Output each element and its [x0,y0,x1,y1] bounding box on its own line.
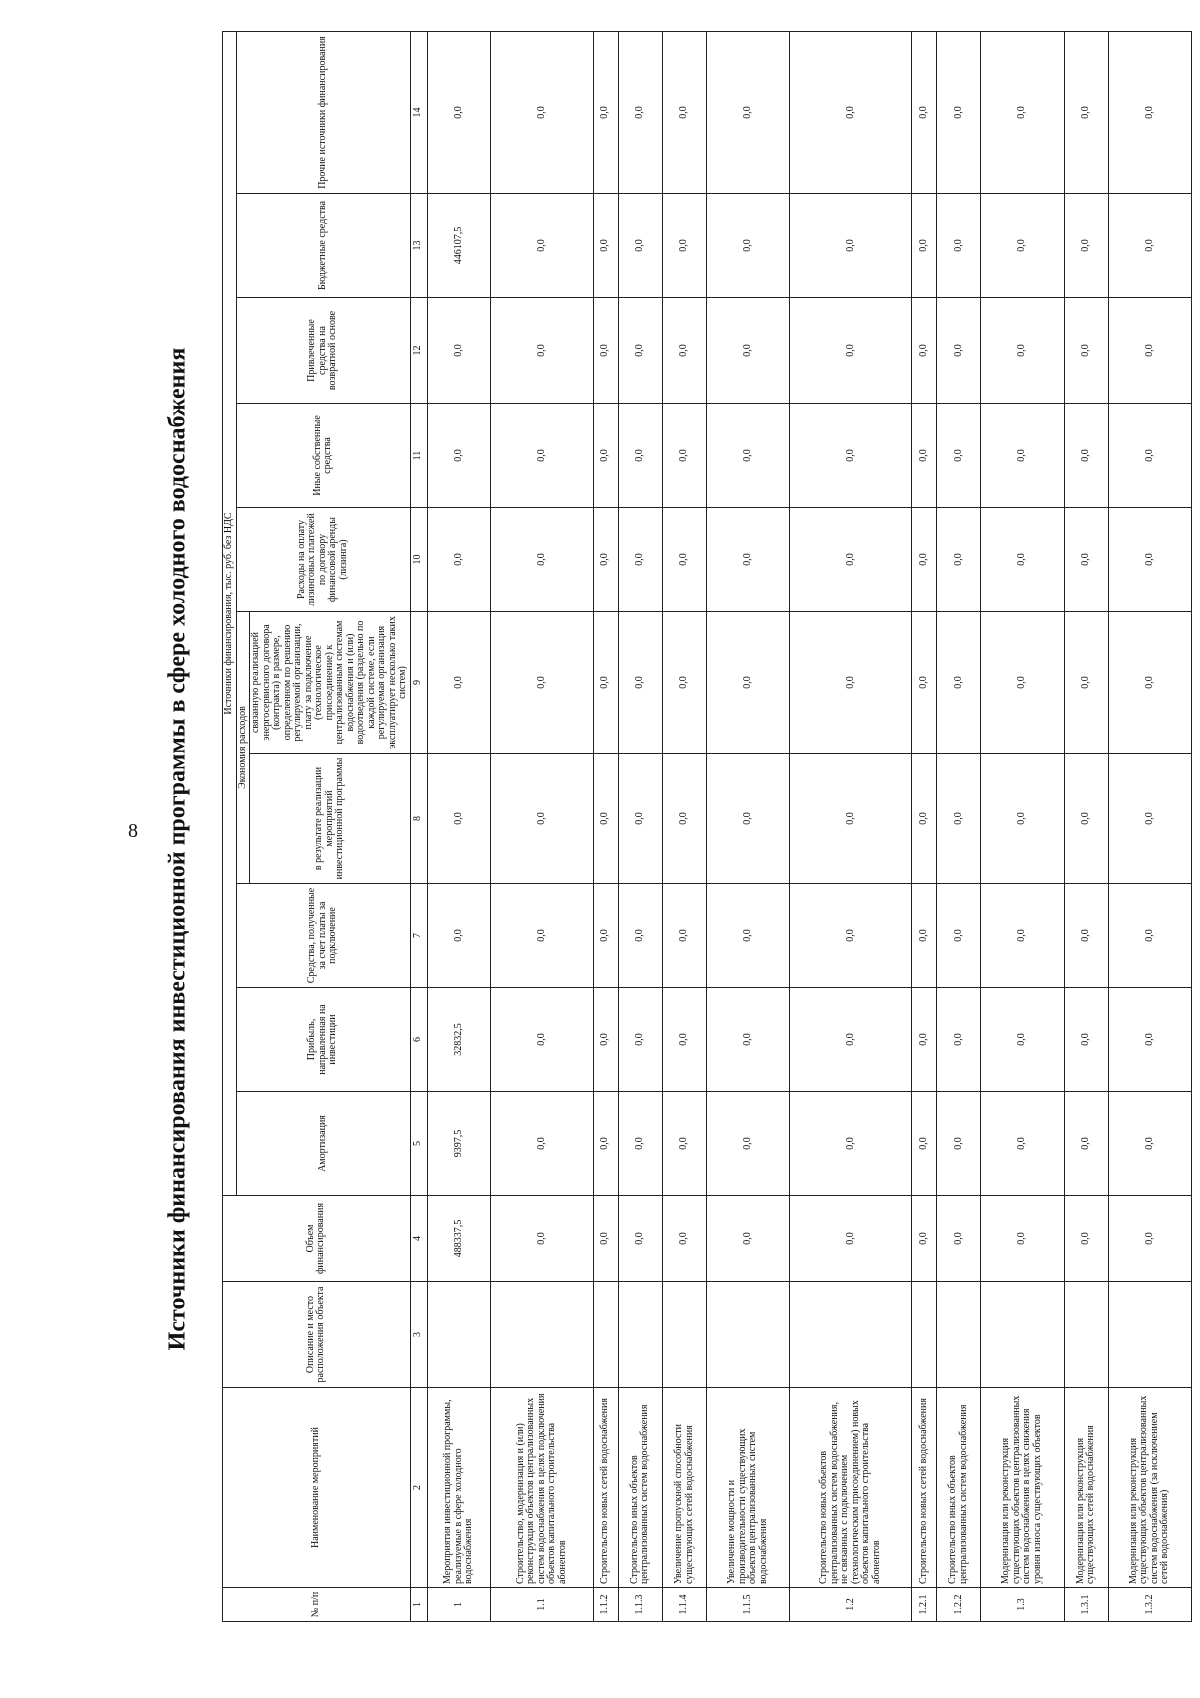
row-value: 0,0 [593,32,618,194]
row-value: 0,0 [707,194,790,298]
row-value: 0,0 [707,298,790,404]
column-number: 11 [410,404,427,508]
table-row [593,32,618,1622]
column-number: 6 [410,988,427,1092]
row-value: 0,0 [491,508,593,612]
row-number: 1.3.1 [1064,1588,1108,1622]
row-desc [1108,1282,1191,1388]
row-name: Строительство иных объектов централизованных систем водоснабжения [937,1388,981,1588]
row-value: 0,0 [491,754,593,884]
row-value: 0,0 [618,612,662,754]
row-value: 0,0 [790,988,912,1092]
row-value: 0,0 [1108,298,1191,404]
row-value: 0,0 [491,194,593,298]
row-name: Строительство новых сетей водоснабжения [593,1388,618,1588]
row-name: Мероприятия инвестиционной программы, реализуемые в сфере холодного водоснабжения [427,1388,491,1588]
row-name: Модернизация или реконструкция существующих объектов централизованных систем водоснабжения (за исключением сетей водоснабжения) [1108,1388,1191,1588]
row-value: 0,0 [427,884,491,988]
row-value: 0,0 [1108,612,1191,754]
row-value: 0,0 [981,884,1064,988]
row-value: 0,0 [491,404,593,508]
row-value: 0,0 [981,32,1064,194]
row-desc [912,1282,937,1388]
row-value: 0,0 [912,194,937,298]
row-value: 0,0 [707,754,790,884]
row-value: 0,0 [491,884,593,988]
row-value: 0,0 [618,754,662,884]
row-value: 0,0 [1064,884,1108,988]
row-value: 0,0 [1064,612,1108,754]
row-value: 0,0 [912,1196,937,1282]
row-value: 0,0 [662,754,706,884]
row-value: 0,0 [593,404,618,508]
row-value: 0,0 [937,884,981,988]
row-value: 0,0 [790,32,912,194]
row-number: 1 [427,1588,491,1622]
table-row [618,32,662,1622]
table-row [1108,32,1191,1622]
row-desc [981,1282,1064,1388]
row-value: 0,0 [491,988,593,1092]
row-value: 0,0 [981,194,1064,298]
header-budget: Бюджетные средства [236,194,410,298]
row-value: 0,0 [618,298,662,404]
header-lease: Расходы на оплату лизинговых платежей по договору финансовой аренды (лизинга) [236,508,410,612]
financing-table [222,31,1192,1622]
table-row [912,32,937,1622]
table-row [662,32,706,1622]
row-value: 0,0 [427,404,491,508]
header-volume: Объем финансирования [223,1196,411,1282]
row-value: 0,0 [427,298,491,404]
row-value: 0,0 [790,754,912,884]
column-number: 2 [410,1388,427,1588]
row-value: 0,0 [790,298,912,404]
column-number: 4 [410,1196,427,1282]
row-name: Строительство, модернизация и (или) реконструкция объектов централизованных систем водоснабжения в целях подключения объектов капитального строительства абонентов [491,1388,593,1588]
row-value: 0,0 [593,612,618,754]
row-value: 0,0 [427,508,491,612]
row-value: 0,0 [707,612,790,754]
table-row [427,32,491,1622]
row-value: 0,0 [662,1092,706,1196]
row-value: 0,0 [662,508,706,612]
row-value: 0,0 [662,298,706,404]
row-value: 0,0 [707,32,790,194]
row-value: 0,0 [790,404,912,508]
row-value: 0,0 [1064,32,1108,194]
row-value: 0,0 [593,754,618,884]
row-value: 0,0 [912,988,937,1092]
column-numbers-row [410,32,427,1622]
row-desc [491,1282,593,1388]
row-value: 0,0 [981,612,1064,754]
row-desc [1064,1282,1108,1388]
row-value: 0,0 [618,404,662,508]
row-number: 1.1 [491,1588,593,1622]
row-value: 0,0 [707,508,790,612]
row-value: 0,0 [618,884,662,988]
row-value: 488337,5 [427,1196,491,1282]
row-value: 0,0 [662,194,706,298]
row-value: 0,0 [981,508,1064,612]
row-value: 0,0 [981,988,1064,1092]
header-other-own: Иные собственные средства [236,404,410,508]
column-number: 8 [410,754,427,884]
column-number: 10 [410,508,427,612]
row-desc [427,1282,491,1388]
header-borrowed: Привлеченные средства на возвратной основе [236,298,410,404]
row-value: 0,0 [593,884,618,988]
row-value: 9397,5 [427,1092,491,1196]
row-value: 0,0 [790,1092,912,1196]
column-number: 9 [410,612,427,754]
row-value: 0,0 [937,754,981,884]
row-value: 0,0 [618,1092,662,1196]
row-value: 0,0 [1064,194,1108,298]
column-number: 7 [410,884,427,988]
row-value: 0,0 [981,1092,1064,1196]
row-value: 0,0 [790,508,912,612]
row-number: 1.2 [790,1588,912,1622]
row-number: 1.1.5 [707,1588,790,1622]
row-value: 0,0 [1108,404,1191,508]
row-name: Модернизация или реконструкция существующих сетей водоснабжения [1064,1388,1108,1588]
row-value: 0,0 [912,1092,937,1196]
row-value: 0,0 [1108,194,1191,298]
row-value: 0,0 [491,1092,593,1196]
row-value: 32832,5 [427,988,491,1092]
header-econ-energy: связанную реализацией энергосервисного договора (контракта) в размере, определенном по решению регулируемой организации, плату за подключение (технологическое присоединение) к централизованным системам водоснабжения и (или) водоотведения (раздельно по каждой системе, если регулируемая организация эксплуатирует несколько таких систем) [250,612,411,754]
row-value: 0,0 [1108,1092,1191,1196]
column-number: 14 [410,32,427,194]
header-profit: Прибыль, направленная на инвестиции [236,988,410,1092]
row-value: 0,0 [707,1196,790,1282]
financing-table-container [222,32,1192,1622]
row-name: Увеличение пропускной способности существующих сетей водоснабжения [662,1388,706,1588]
row-name: Строительство новых сетей водоснабжения [912,1388,937,1588]
row-value: 0,0 [662,884,706,988]
row-value: 0,0 [1064,298,1108,404]
row-value: 0,0 [427,612,491,754]
row-value: 0,0 [1064,754,1108,884]
row-value: 0,0 [912,404,937,508]
table-row [790,32,912,1622]
row-value: 0,0 [662,612,706,754]
row-value: 0,0 [427,32,491,194]
row-value: 0,0 [618,988,662,1092]
row-number: 1.1.2 [593,1588,618,1622]
row-value: 0,0 [937,988,981,1092]
row-value: 446107,5 [427,194,491,298]
header-economy-group: Экономия расходов [236,612,250,884]
table-body [427,32,1192,1622]
row-value: 0,0 [593,1196,618,1282]
header-amortization: Амортизация [236,1092,410,1196]
row-value: 0,0 [1108,1196,1191,1282]
row-value: 0,0 [662,1196,706,1282]
row-value: 0,0 [937,194,981,298]
row-value: 0,0 [981,1196,1064,1282]
row-number: 1.2.1 [912,1588,937,1622]
row-value: 0,0 [1108,508,1191,612]
row-desc [662,1282,706,1388]
header-connection: Средства, полученные за счет платы за подключение [236,884,410,988]
row-value: 0,0 [707,988,790,1092]
row-value: 0,0 [662,32,706,194]
row-value: 0,0 [912,298,937,404]
header-sources-group: Источники финансирования, тыс. руб. без НДС [223,32,237,1196]
row-value: 0,0 [618,1196,662,1282]
column-number: 12 [410,298,427,404]
row-value: 0,0 [937,1092,981,1196]
row-value: 0,0 [1108,32,1191,194]
table-row [491,32,593,1622]
column-number: 13 [410,194,427,298]
document-title: Источники финансирования инвестиционной программы в сфере холодного водоснабжения [164,347,191,1351]
row-value: 0,0 [981,404,1064,508]
row-name: Строительство иных объектов централизованных систем водоснабжения [618,1388,662,1588]
row-number: 1.1.4 [662,1588,706,1622]
row-value: 0,0 [662,404,706,508]
row-value: 0,0 [937,508,981,612]
row-desc [937,1282,981,1388]
row-name: Увеличение мощности и производительности существующих объектов централизованных систем водоснабжения [707,1388,790,1588]
row-number: 1.1.3 [618,1588,662,1622]
row-value: 0,0 [912,612,937,754]
header-econ-result: в результате реализации мероприятий инвестиционной программы [250,754,411,884]
row-name: Строительство новых объектов централизованных систем водоснабжения, не связанных с подключением (технологическим присоединением) новых объектов капитального строительства абонентов [790,1388,912,1588]
row-value: 0,0 [427,754,491,884]
row-value: 0,0 [593,194,618,298]
row-value: 0,0 [912,32,937,194]
row-value: 0,0 [1064,988,1108,1092]
row-value: 0,0 [790,612,912,754]
row-value: 0,0 [912,754,937,884]
row-value: 0,0 [593,298,618,404]
table-row [1064,32,1108,1622]
header-name: Наименование мероприятий [223,1388,411,1588]
row-value: 0,0 [937,32,981,194]
row-number: 1.2.2 [937,1588,981,1622]
row-value: 0,0 [491,298,593,404]
row-value: 0,0 [618,508,662,612]
row-value: 0,0 [790,194,912,298]
row-value: 0,0 [618,32,662,194]
row-number: 1.3.2 [1108,1588,1191,1622]
column-number: 3 [410,1282,427,1388]
row-value: 0,0 [790,1196,912,1282]
row-value: 0,0 [1064,404,1108,508]
row-value: 0,0 [937,1196,981,1282]
row-value: 0,0 [707,1092,790,1196]
row-name: Модернизация или реконструкция существующих объектов централизованных систем водоснабжения в целях снижения уровня износа существующих объектов [981,1388,1064,1588]
row-value: 0,0 [937,298,981,404]
row-value: 0,0 [1108,884,1191,988]
row-value: 0,0 [1108,754,1191,884]
row-value: 0,0 [618,194,662,298]
table-row [937,32,981,1622]
header-other-sources: Прочие источники финансирования [236,32,410,194]
row-value: 0,0 [707,404,790,508]
row-value: 0,0 [491,612,593,754]
row-value: 0,0 [937,612,981,754]
row-value: 0,0 [1064,508,1108,612]
row-value: 0,0 [593,508,618,612]
row-value: 0,0 [1064,1092,1108,1196]
row-desc [707,1282,790,1388]
table-row [707,32,790,1622]
row-value: 0,0 [937,404,981,508]
column-number: 1 [410,1588,427,1622]
row-value: 0,0 [912,508,937,612]
row-number: 1.3 [981,1588,1064,1622]
row-value: 0,0 [662,988,706,1092]
row-desc [618,1282,662,1388]
row-value: 0,0 [593,1092,618,1196]
row-desc [593,1282,618,1388]
column-number: 5 [410,1092,427,1196]
row-value: 0,0 [491,1196,593,1282]
header-no: № п/п [223,1588,411,1622]
row-value: 0,0 [593,988,618,1092]
row-value: 0,0 [1108,988,1191,1092]
row-value: 0,0 [981,298,1064,404]
table-row [981,32,1064,1622]
row-desc [790,1282,912,1388]
row-value: 0,0 [981,754,1064,884]
header-desc: Описание и место расположения объекта [223,1282,411,1388]
row-value: 0,0 [707,884,790,988]
page-number: 8 [128,820,138,842]
row-value: 0,0 [1064,1196,1108,1282]
row-value: 0,0 [790,884,912,988]
row-value: 0,0 [912,884,937,988]
row-value: 0,0 [491,32,593,194]
